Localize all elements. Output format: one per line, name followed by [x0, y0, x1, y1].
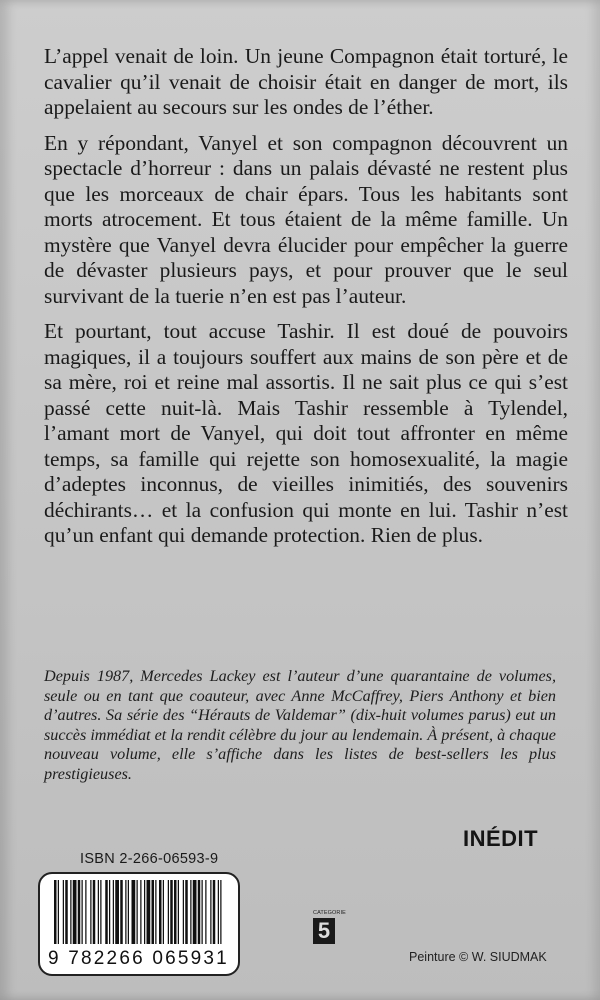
barcode [38, 872, 240, 976]
barcode-bar [218, 880, 219, 944]
description-paragraph-3: Et pourtant, tout accuse Tashir. Il est doué de pouvoirs magiques, il a toujours souffert aux mains de son père et de sa mère, roi et reine mal assortis. Il ne sait plus ce qui s’est passé cette nuit-là. Mais Tashir ressemble à Tylendel, l’amant mort de Vanyel, qui doit tout affronter en même temps, sa famille qui rejette son homosexualité, la magie d’adeptes inconnus, de vieilles inimitiés, des souvenirs déchirants… et la confusion qui monte en lui. Tashir n’est qu’un enfant qui demande protection. Rien de plus. [44, 319, 568, 547]
barcode-bar [113, 880, 114, 944]
illustration-credit: Peinture © W. SIUDMAK [409, 950, 547, 964]
barcode-bar [220, 880, 221, 944]
category-number: 5 [313, 918, 335, 944]
barcode-bar [193, 880, 197, 944]
barcode-bar [73, 880, 77, 944]
barcode-bar [115, 880, 119, 944]
barcode-bar [205, 880, 206, 944]
description-paragraph-1: L’appel venait de loin. Un jeune Compagnon était torturé, le cavalier qu’il venait de choisir était en danger de mort, ils appelaient au secours sur les ondes de l’éther. [44, 44, 568, 119]
barcode-bar [109, 880, 110, 944]
barcode-bar [132, 880, 136, 944]
barcode-bar [78, 880, 81, 944]
barcode-bar [213, 880, 216, 944]
barcode-bar [120, 880, 123, 944]
barcode-bar [65, 880, 68, 944]
barcode-bar [128, 880, 129, 944]
author-bio: Depuis 1987, Mercedes Lackey est l’auteur d’une quarantaine de volumes, seule ou en tant que coauteur, avec Anne McCaffrey, Piers Anthony et bien d’autres. Sa série des “Hérauts de Valdemar” (dix-huit volumes parus) eut un succès immédiat et la rendit célèbre du jour au lendemain. À présent, à chaque nouveau volume, elle s’affiche dans les listes de best-sellers les plus prestigieuses. [44, 667, 556, 783]
barcode-bar [58, 880, 59, 944]
barcode-bar [155, 880, 156, 944]
barcode-bar [98, 880, 99, 944]
barcode-bar [70, 880, 71, 944]
category-label: CATEGORIE [313, 910, 346, 916]
barcode-bar [202, 880, 203, 944]
barcode-bar [168, 880, 169, 944]
barcode-bar [140, 880, 141, 944]
barcode-digits: 9 782266 065931 [48, 948, 229, 969]
barcode-bar [170, 880, 173, 944]
barcode-bar [163, 880, 164, 944]
barcode-bar [147, 880, 151, 944]
barcode-bar [144, 880, 145, 944]
barcode-bar [85, 880, 86, 944]
barcode-bar [90, 880, 91, 944]
barcode-bar [137, 880, 138, 944]
barcode-bar [63, 880, 64, 944]
barcode-bar [159, 880, 162, 944]
unpublished-badge: INÉDIT [463, 826, 539, 851]
barcode-bar [190, 880, 191, 944]
barcode-bar [174, 880, 177, 944]
barcode-bar [100, 880, 101, 944]
barcode-bars [46, 880, 230, 946]
barcode-bar [210, 880, 211, 944]
barcode-bar [54, 880, 57, 944]
barcode-bar [185, 880, 188, 944]
barcode-bar [178, 880, 179, 944]
barcode-bar [198, 880, 201, 944]
barcode-bar [152, 880, 155, 944]
barcode-bar [125, 880, 126, 944]
barcode-bar [105, 880, 108, 944]
barcode-bar [183, 880, 184, 944]
barcode-bar [82, 880, 83, 944]
description-text [44, 44, 568, 559]
category-badge [313, 910, 346, 944]
barcode-bar [93, 880, 96, 944]
isbn-number: ISBN 2-266-06593-9 [80, 851, 219, 867]
description-paragraph-2: En y répondant, Vanyel et son compagnon découvrent un spectacle d’horreur : dans un palais dévasté ne restent plus que les morceaux de chair épars. Tous les habitants sont morts atrocement. Et tous étaient de la même famille. Un mystère que Vanyel devra élucider pour empêcher la guerre de dévaster plusieurs pays, et pour prouver que le seul survivant de la tuerie n’en est pas l’auteur. [44, 130, 568, 308]
